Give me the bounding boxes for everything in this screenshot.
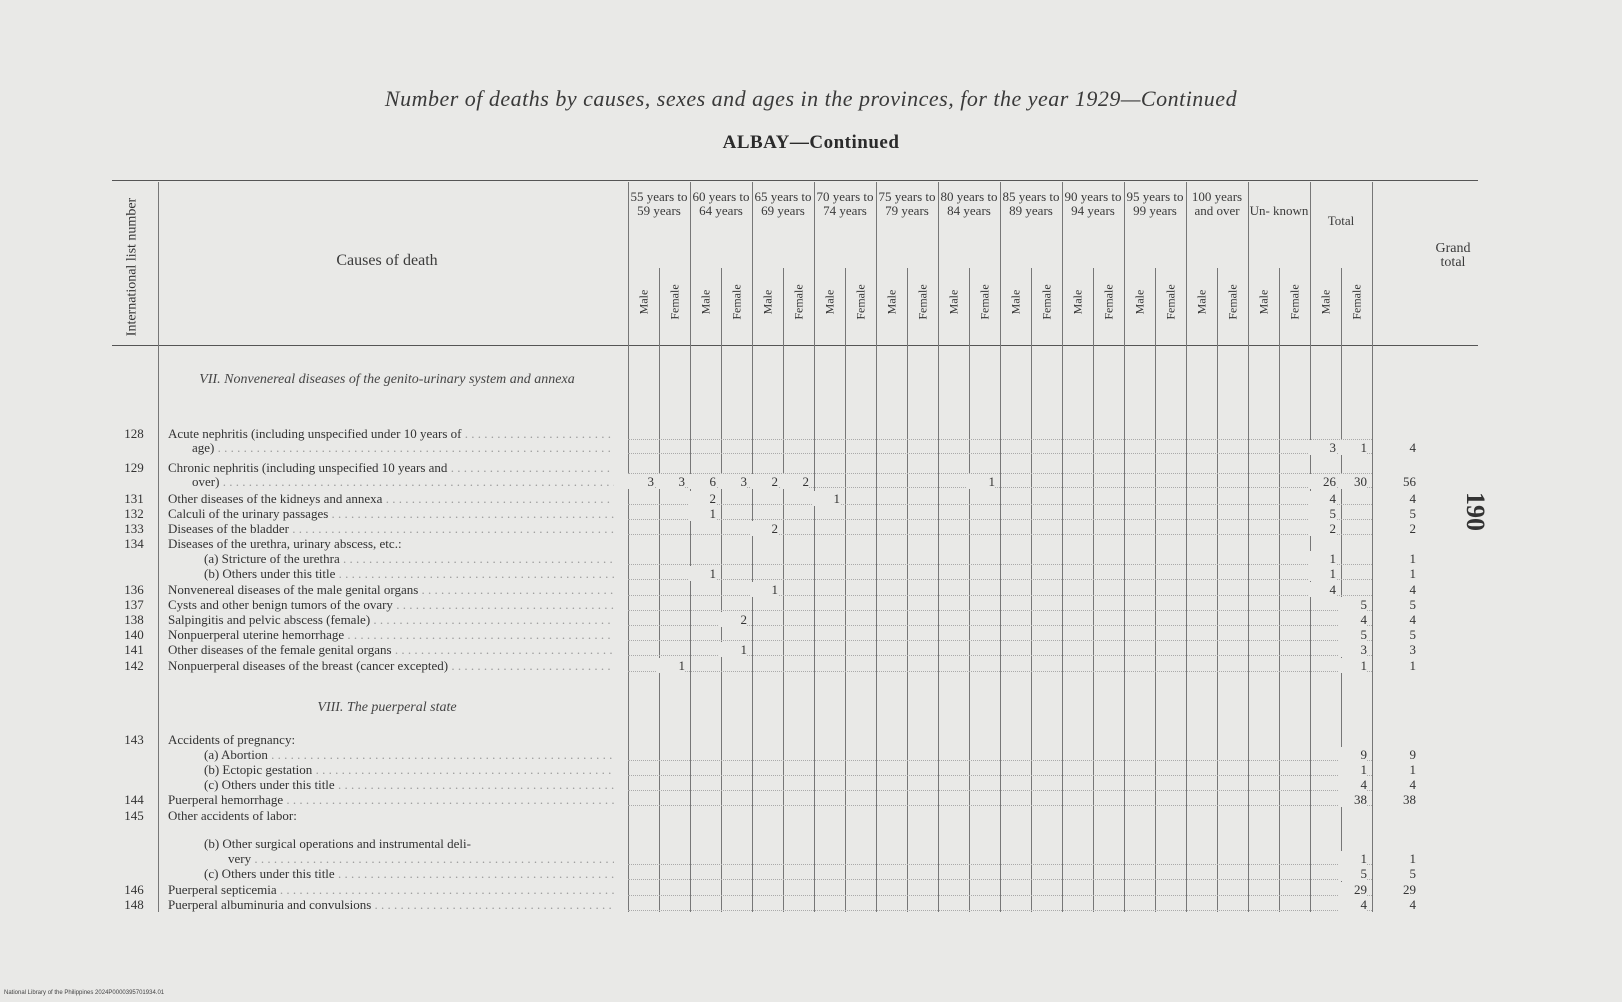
female-subheader: Female [667,284,681,320]
male-subheader: Male [1008,289,1022,315]
table-row [0,551,1622,567]
cause-label: Nonvenereal diseases of the male genital organs . . . [168,582,614,597]
list-number: 148 [124,897,144,912]
female-subheader: Female [977,284,991,320]
section-heading-vii: VII. Nonvenereal diseases of the genito-urinary system and annexa [199,372,575,387]
count-cell: 38 [1339,792,1367,807]
female-subheader: Female [915,284,929,320]
grand-total-cell: 1 [1388,762,1416,777]
grand-total-cell: 1 [1388,851,1416,866]
count-cell: 6 [688,474,716,489]
grand-total-cell: 5 [1388,506,1416,521]
count-cell: 1 [719,642,747,657]
list-number: 137 [124,597,144,612]
cause-label: Salpingitis and pelvic abscess (female) . . . [168,612,614,627]
count-cell: 5 [1339,597,1367,612]
table-row [0,792,1622,808]
list-number: 144 [124,792,144,807]
count-cell: 1 [1339,851,1367,866]
province-subtitle: ALBAY—Continued [722,132,900,153]
count-cell: 1 [657,658,685,673]
count-cell: 3 [657,474,685,489]
leader-dots [628,452,1372,454]
leader-dots [628,789,1372,791]
page-title: Number of deaths by causes, sexes and ages in the provinces, for the year 1929—Continued [384,86,1238,111]
list-number: 143 [124,732,144,747]
table-row [0,897,1622,913]
section-heading-viii: VIII. The puerperal state [317,700,457,715]
male-subheader: Male [1318,289,1332,315]
table-row [0,882,1622,898]
female-subheader: Female [1287,284,1301,320]
count-cell: 2 [750,474,778,489]
list-number: 141 [124,642,144,657]
list-number: 134 [124,536,144,551]
table-row [0,642,1622,658]
grand-total-cell: 3 [1388,642,1416,657]
leader-dots [628,533,1372,535]
footer-text: National Library of the Philippines 2024P0000395701934.01 [4,990,165,996]
causes-header: Causes of death [336,252,438,269]
cause-label: (c) Others under this title . . . [204,777,614,792]
leader-dots [628,563,1372,565]
count-cell: 1 [750,582,778,597]
age-group-header: Un- known [1249,203,1309,218]
grand-total-cell: 1 [1388,566,1416,581]
count-cell: 29 [1339,882,1367,897]
grand-total-cell: 4 [1388,777,1416,792]
age-group-header: 90 years to 94 years [1064,189,1122,218]
table-row [0,536,1622,552]
leader-dots [628,518,1372,520]
table-row [0,440,1622,456]
leader-dots [628,639,1372,641]
age-group-header: 75 years to 79 years [878,189,936,218]
count-cell: 3 [719,474,747,489]
table-row [0,732,1622,748]
count-cell: 1 [688,506,716,521]
leader-dots [628,804,1372,806]
count-cell: 4 [1308,491,1336,506]
table-row [0,866,1622,882]
male-subheader: Male [946,289,960,315]
age-group-header: 95 years to 99 years [1126,189,1184,218]
grand-total-cell: 4 [1388,612,1416,627]
cause-label: Other diseases of the female genital organs . . . [168,642,614,657]
list-number: 132 [124,506,144,521]
count-cell: 26 [1308,474,1336,489]
grand-total-cell: 38 [1388,792,1416,807]
grand-total-cell: 4 [1388,440,1416,455]
leader-dots [628,670,1372,672]
list-number: 138 [124,612,144,627]
count-cell: 1 [967,474,995,489]
cause-label: over) . . . [192,474,614,489]
cause-label: (a) Stricture of the urethra . . . [204,551,614,566]
cause-label: Nonpuerperal diseases of the breast (cancer excepted) . . . [168,658,614,673]
count-cell: 30 [1339,474,1367,489]
table-row [0,521,1622,537]
male-subheader: Male [1070,289,1084,315]
cause-label: very . . . [228,851,614,866]
leader-dots [628,594,1372,596]
age-group-header: Total [1327,213,1355,228]
table-row [0,836,1622,852]
female-subheader: Female [791,284,805,320]
cause-label: Diseases of the bladder . . . [168,521,614,536]
grand-total-cell: 2 [1388,521,1416,536]
leader-dots [628,863,1372,865]
age-group-header: 85 years to 89 years [1002,189,1060,218]
count-cell: 5 [1339,627,1367,642]
list-number: 140 [124,627,144,642]
cause-label: Nonpuerperal uterine hemorrhage . . . [168,627,614,642]
grand-total-cell: 4 [1388,897,1416,912]
count-cell: 1 [688,566,716,581]
table-header-rule [112,345,1478,346]
female-subheader: Female [1349,284,1363,320]
count-cell: 1 [812,491,840,506]
list-number: 128 [124,426,144,441]
cause-label: (c) Others under this title . . . [204,866,614,881]
count-cell: 9 [1339,747,1367,762]
cause-label: Diseases of the urethra, urinary abscess, etc.: [168,536,402,551]
grand-total-cell: 9 [1388,747,1416,762]
table-row [0,612,1622,628]
count-cell: 1 [1339,440,1367,455]
count-cell: 2 [688,491,716,506]
male-subheader: Male [884,289,898,315]
age-group-header: 60 years to 64 years [692,189,750,218]
cause-label: Puerperal albuminuria and convulsions . . . [168,897,614,912]
female-subheader: Female [1101,284,1115,320]
female-subheader: Female [1163,284,1177,320]
count-cell: 1 [1339,762,1367,777]
leader-dots [628,774,1372,776]
cause-label: age) . . . [192,440,614,455]
count-cell: 3 [1308,440,1336,455]
cause-label: Other accidents of labor: [168,808,297,823]
cause-label: Accidents of pregnancy: [168,732,296,747]
list-number: 136 [124,582,144,597]
count-cell: 5 [1339,866,1367,881]
list-number: 133 [124,521,144,536]
male-subheader: Male [698,289,712,315]
cause-label: Chronic nephritis (including unspecified 10 years and . . . [168,460,614,475]
table-row [0,582,1622,598]
cause-label: Other diseases of the kidneys and annexa . . . [168,491,614,506]
table-row [0,506,1622,522]
female-subheader: Female [1225,284,1239,320]
cause-label: Acute nephritis (including unspecified under 10 years of . . . [168,426,614,441]
grand-total-cell: 1 [1388,658,1416,673]
table-row [0,762,1622,778]
list-number: 142 [124,658,144,673]
grand-total-cell: 29 [1388,882,1416,897]
count-cell: 2 [719,612,747,627]
count-cell: 4 [1339,897,1367,912]
table-row [0,566,1622,582]
cause-label: (b) Other surgical operations and instrumental deli- [204,836,471,851]
male-subheader: Male [1132,289,1146,315]
table-row [0,777,1622,793]
grand-total-cell: 5 [1388,597,1416,612]
cause-label: Cysts and other benign tumors of the ovary . . . [168,597,614,612]
grand-total-header: Grand total [1435,241,1471,270]
female-subheader: Female [853,284,867,320]
grand-total-cell: 4 [1388,582,1416,597]
male-subheader: Male [1194,289,1208,315]
table-row [0,597,1622,613]
list-number: 129 [124,460,144,475]
male-subheader: Male [1256,289,1270,315]
cause-label: (a) Abortion . . . [204,747,614,762]
leader-dots [628,878,1372,880]
table-row [0,627,1622,643]
count-cell: 5 [1308,506,1336,521]
age-group-header: 100 years and over [1191,189,1243,218]
table-row [0,747,1622,763]
leader-dots [628,894,1372,896]
page-number: 190 [1461,492,1490,531]
count-cell: 2 [750,521,778,536]
count-cell: 1 [1308,566,1336,581]
leader-dots [628,759,1372,761]
cause-label: (b) Ectopic gestation . . . [204,762,614,777]
count-cell: 2 [781,474,809,489]
count-cell: 2 [1308,521,1336,536]
leader-dots [628,503,1372,505]
male-subheader: Male [822,289,836,315]
age-group-header: 65 years to 69 years [754,189,812,218]
age-group-header: 70 years to 74 years [816,189,874,218]
list-number: 131 [124,491,144,506]
leader-dots [628,609,1372,611]
cause-label: Puerperal hemorrhage . . . [168,792,614,807]
cause-label: Puerperal septicemia . . . [168,882,614,897]
count-cell: 1 [1308,551,1336,566]
age-group-header: 55 years to 59 years [630,189,688,218]
table-top-rule [112,180,1478,181]
male-subheader: Male [636,289,650,315]
grand-total-cell: 1 [1388,551,1416,566]
female-subheader: Female [1039,284,1053,320]
count-cell: 4 [1308,582,1336,597]
leader-dots [628,909,1372,911]
count-cell: 4 [1339,612,1367,627]
count-cell: 1 [1339,658,1367,673]
table-row [0,491,1622,507]
list-number: 146 [124,882,144,897]
grand-total-cell: 4 [1388,491,1416,506]
count-cell: 4 [1339,777,1367,792]
female-subheader: Female [729,284,743,320]
table-row [0,658,1622,674]
table-row [0,851,1622,867]
table-row [0,808,1622,824]
grand-total-cell: 5 [1388,866,1416,881]
male-subheader: Male [760,289,774,315]
count-cell: 3 [626,474,654,489]
cause-label: (b) Others under this title . . . [204,566,614,581]
list-number: 145 [124,808,144,823]
grand-total-cell: 56 [1388,474,1416,489]
table-row [0,474,1622,490]
grand-total-cell: 5 [1388,627,1416,642]
count-cell: 3 [1339,642,1367,657]
leader-dots [628,578,1372,580]
list-number-header: International list number [124,197,140,336]
cause-label: Calculi of the urinary passages . . . [168,506,614,521]
age-group-header: 80 years to 84 years [940,189,998,218]
